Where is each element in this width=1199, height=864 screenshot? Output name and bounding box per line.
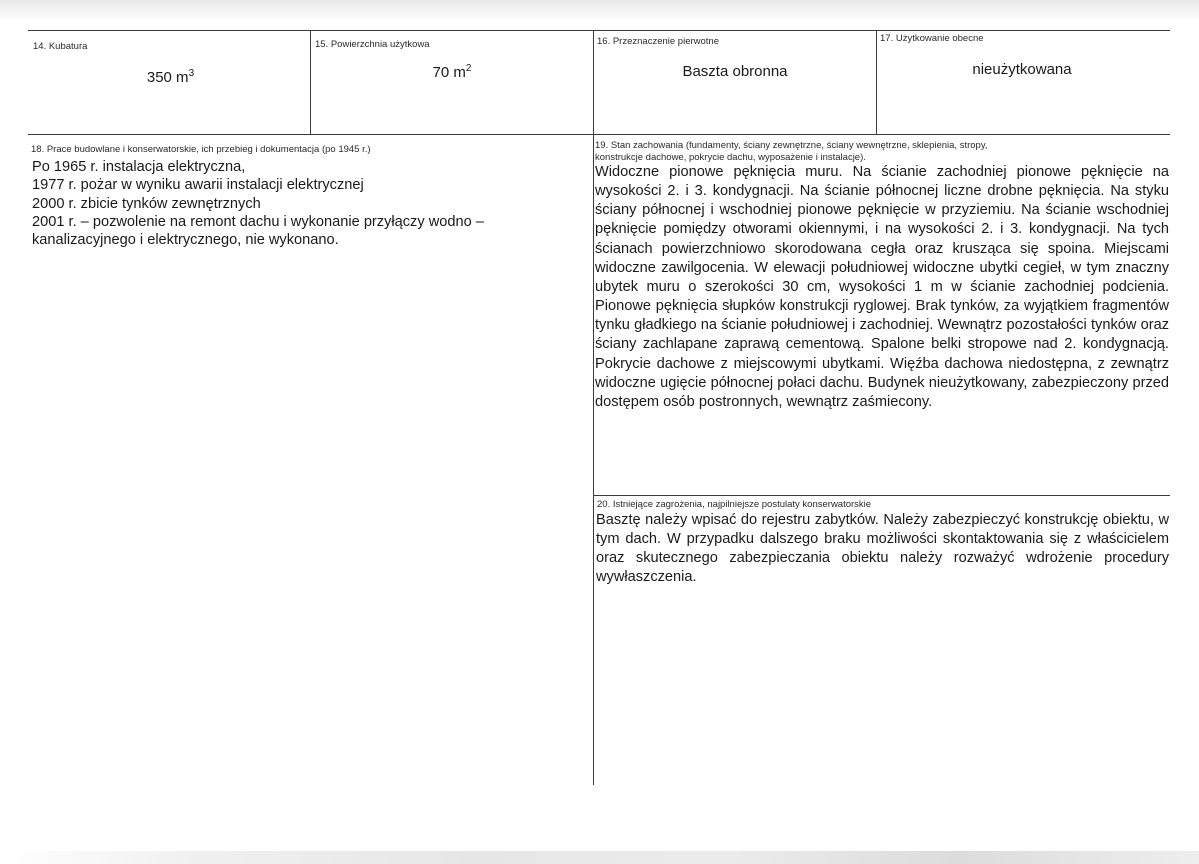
section-19-label-line2: konstrukcje dachowe, pokrycie dachu, wyposażenie i instalacje). bbox=[595, 152, 866, 163]
field-14-value bbox=[31, 69, 310, 87]
field-17-value: nieużytkowana bbox=[972, 61, 1072, 78]
col-divider-1 bbox=[310, 30, 311, 135]
section20-divider bbox=[594, 495, 1170, 496]
section-19-label-line1: 19. Stan zachowania (fundamenty, ściany zewnętrzne, ściany wewnętrzne, sklepienia, stropy, bbox=[595, 140, 988, 151]
section-20-label: 20. Istniejące zagrożenia, najpilniejsze postulaty konserwatorskie bbox=[597, 499, 872, 510]
section-19-text: Widoczne pionowe pęknięcia muru. Na ścianie zachodniej pionowe pęknięcie na wysokości 2. i 3. kondygnacji. Na ścianie północnej liczne drobne pęknięcia. Na styku ściany północnej i wschodniej pionowe pęknięcie w przyziemiu. Na ścianie wschodniej pęknięcie pomiędzy otworami okiennymi, i na wysokości 2. i 3. kondygnacji. Na tych ścianach powierzchniowo skorodowana cegła oraz krusząca się spoina. Miejscami widoczne zawilgocenia. W elewacji południowej widoczne ubytki cegieł, w tym znaczny ubytek muru o szerokości 30 cm, wysokości 1 m w ścianie zachodniej podcienia. Pionowe pęknięcia słupków konstrukcji ryglowej. Brak tynków, za wyjątkiem fragmentów tynku gładkiego na ścianie południowej i zachodniej. Wewnątrz pozostałości tynków oraz ściany zachlapane zaprawą cementową. Spalone belki stropowe nad 2. kondygnacją. Pokrycie dachowe z miejscowymi ubytkami. Więźba dachowa niedostępna, z zewnątrz widoczne ugięcie północnej połaci dachu. Budynek nieużytkowany, zabezpieczony przed dostępem osób postronnych, wewnątrz zaśmiecony. bbox=[595, 164, 1169, 410]
section-18-line: Po 1965 r. instalacja elektryczna, bbox=[32, 159, 246, 175]
section-18-list bbox=[32, 158, 572, 249]
table-top-border bbox=[28, 30, 1170, 31]
section-20-text: Basztę należy wpisać do rejestru zabytków. Należy zabezpieczyć konstrukcję obiektu, w tym dach. W przypadku dalszego braku możliwości skontaktowania się z właścicielem oraz skutecznego zabezpieczania obiektu należy rozważyć wdrożenie procedury wywłaszczenia. bbox=[596, 512, 1169, 586]
field-14-label: 14. Kubatura bbox=[33, 41, 88, 52]
section-18-line: 2000 r. zbicie tynków zewnętrznych bbox=[32, 195, 261, 212]
field-15-value-number: 70 m bbox=[432, 64, 466, 81]
field-15-label: 15. Powierzchnia użytkowa bbox=[315, 39, 430, 50]
field-15-value-exponent: 2 bbox=[465, 63, 472, 74]
field-14-value-exponent: 3 bbox=[188, 68, 195, 79]
field-16-label: 16. Przeznaczenie pierwotne bbox=[597, 36, 719, 47]
col-divider-2 bbox=[593, 30, 594, 785]
field-17-label: 17. Użytkowanie obecne bbox=[880, 33, 984, 44]
section-18-line: 1977 r. pożar w wyniku awarii instalacji elektrycznej bbox=[32, 177, 364, 194]
field-14-value-number: 350 m bbox=[146, 69, 189, 86]
col-divider-3 bbox=[876, 30, 877, 135]
scan-shadow-top bbox=[0, 0, 1199, 22]
scan-shadow-bottom bbox=[0, 851, 1199, 864]
row-divider-top bbox=[28, 134, 1170, 135]
section-18-label: 18. Prace budowlane i konserwatorskie, ich przebieg i dokumentacja (po 1945 r.) bbox=[31, 144, 371, 155]
section-18-line: 2001 r. – pozwolenie na remont dachu i wykonanie przyłączy wodno – bbox=[32, 213, 484, 230]
field-15-value bbox=[311, 64, 593, 82]
section-18-line: kanalizacyjnego i elektrycznego, nie wykonano. bbox=[32, 232, 339, 249]
field-16-value: Baszta obronna bbox=[682, 63, 788, 80]
